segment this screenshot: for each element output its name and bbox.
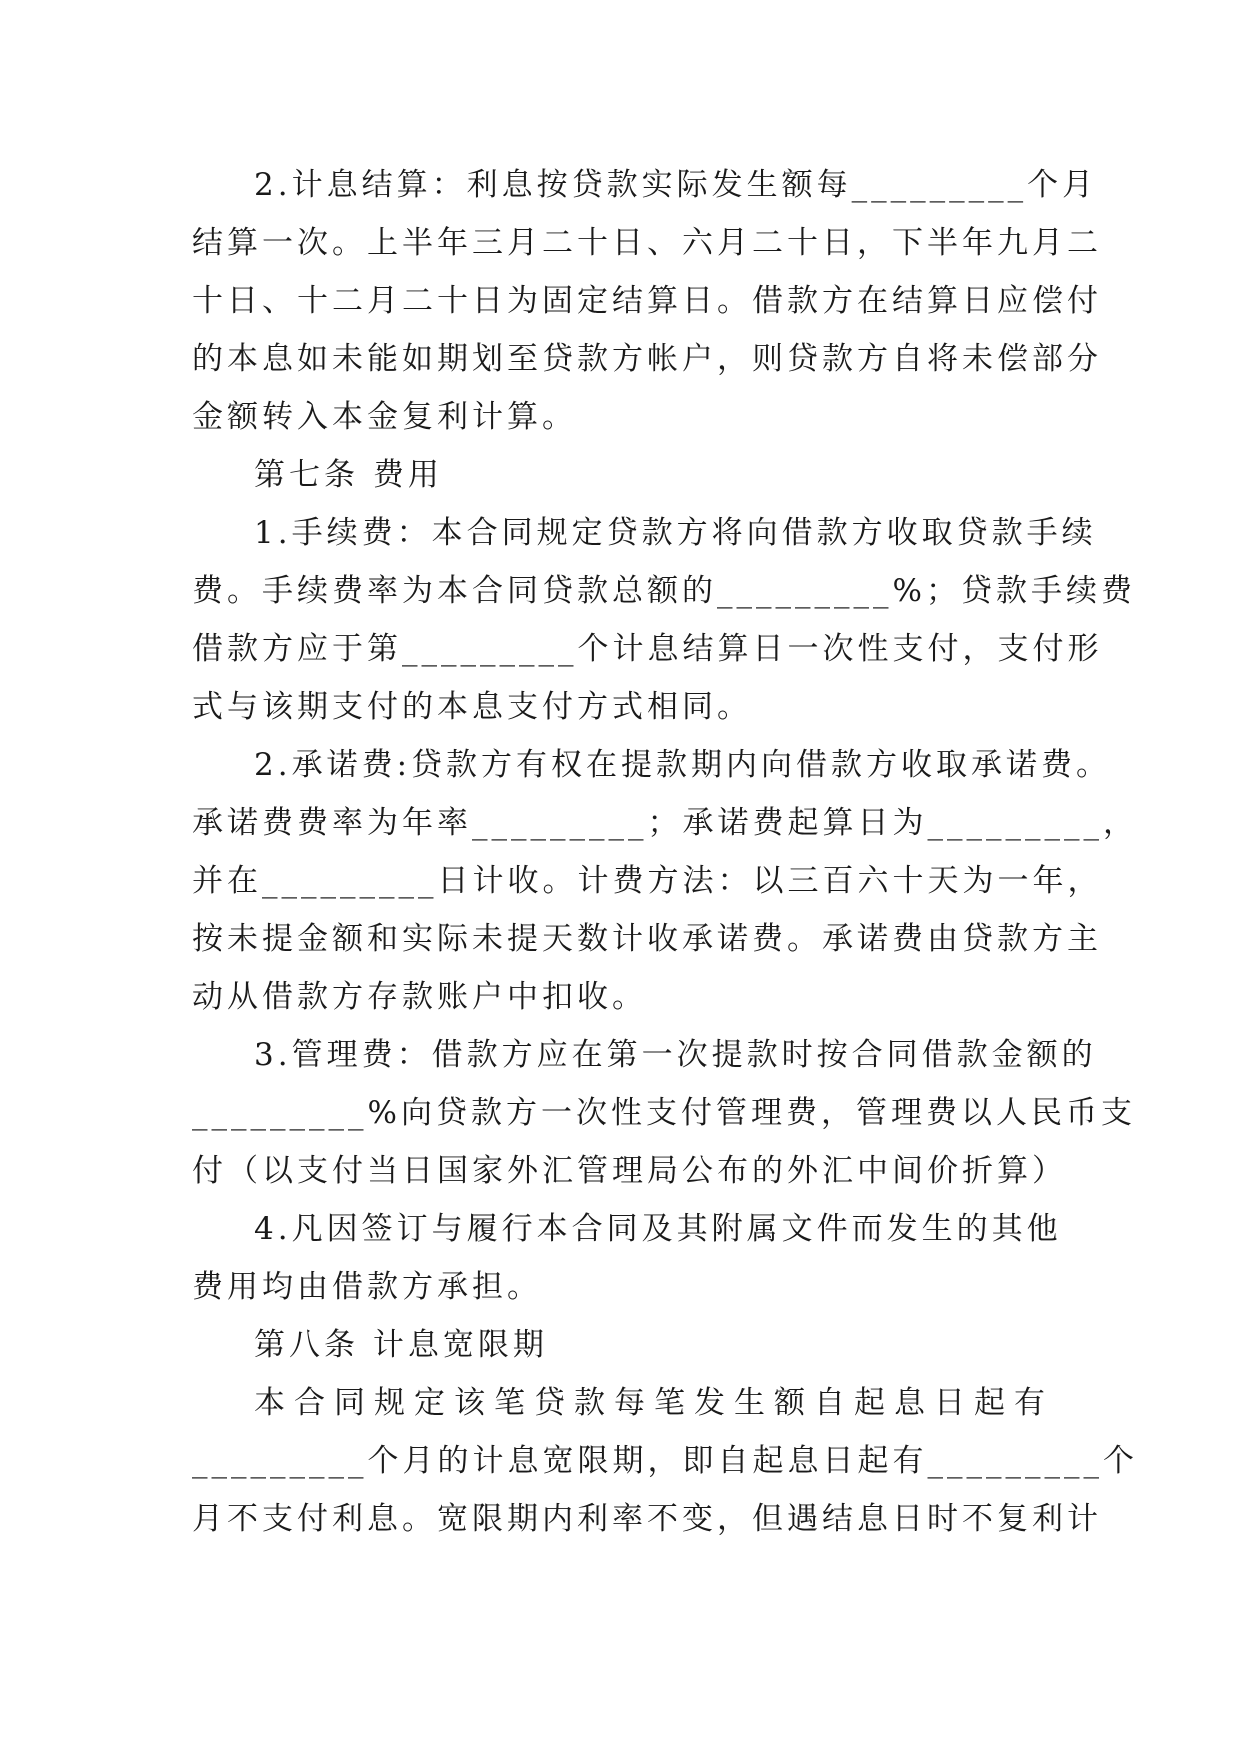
paragraph-line: 2.承诺费:贷款方有权在提款期内向借款方收取承诺费。: [254, 747, 1112, 783]
paragraph-line: 金额转入本金复利计算。: [192, 399, 577, 435]
paragraph-line: 动从借款方存款账户中扣收。: [192, 979, 647, 1015]
paragraph-line: 本合同规定该笔贷款每笔发生额自起息日起有: [254, 1385, 1054, 1421]
paragraph-line: 十日、十二月二十日为固定结算日。借款方在结算日应偿付: [192, 283, 1102, 319]
paragraph-line: 按未提金额和实际未提天数计收承诺费。承诺费由贷款方主: [192, 921, 1102, 957]
paragraph-line: 并在_________日计收。计费方法：以三百六十天为一年，: [192, 863, 1103, 899]
paragraph-line: 3.管理费：借款方应在第一次提款时按合同借款金额的: [254, 1037, 1097, 1073]
paragraph-line: 2.计息结算：利息按贷款实际发生额每_________个月: [254, 167, 1098, 203]
paragraph-line: 式与该期支付的本息支付方式相同。: [192, 689, 752, 725]
paragraph-line: 月不支付利息。宽限期内利率不变，但遇结息日时不复利计: [192, 1501, 1102, 1537]
paragraph-line: 借款方应于第_________个计息结算日一次性支付，支付形: [192, 631, 1103, 667]
paragraph-line: 费。手续费率为本合同贷款总额的_________%；贷款手续费: [192, 573, 1136, 609]
section-heading: 第七条 费用: [254, 457, 443, 493]
paragraph-line: 费用均由借款方承担。: [192, 1269, 542, 1305]
paragraph-line: 承诺费费率为年率_________；承诺费起算日为_________，: [192, 805, 1138, 841]
paragraph-line: 结算一次。上半年三月二十日、六月二十日，下半年九月二: [192, 225, 1102, 261]
paragraph-line: 4.凡因签订与履行本合同及其附属文件而发生的其他: [254, 1211, 1062, 1247]
paragraph-line: _________%向贷款方一次性支付管理费，管理费以人民币支: [192, 1095, 1136, 1131]
paragraph-line: _________个月的计息宽限期，即自起息日起有_________个: [192, 1443, 1138, 1479]
paragraph-line: 的本息如未能如期划至贷款方帐户，则贷款方自将未偿部分: [192, 341, 1102, 377]
paragraph-line: 1.手续费：本合同规定贷款方将向借款方收取贷款手续: [254, 515, 1097, 551]
paragraph-line: 付（以支付当日国家外汇管理局公布的外汇中间价折算）: [192, 1153, 1067, 1189]
section-heading: 第八条 计息宽限期: [254, 1327, 548, 1363]
